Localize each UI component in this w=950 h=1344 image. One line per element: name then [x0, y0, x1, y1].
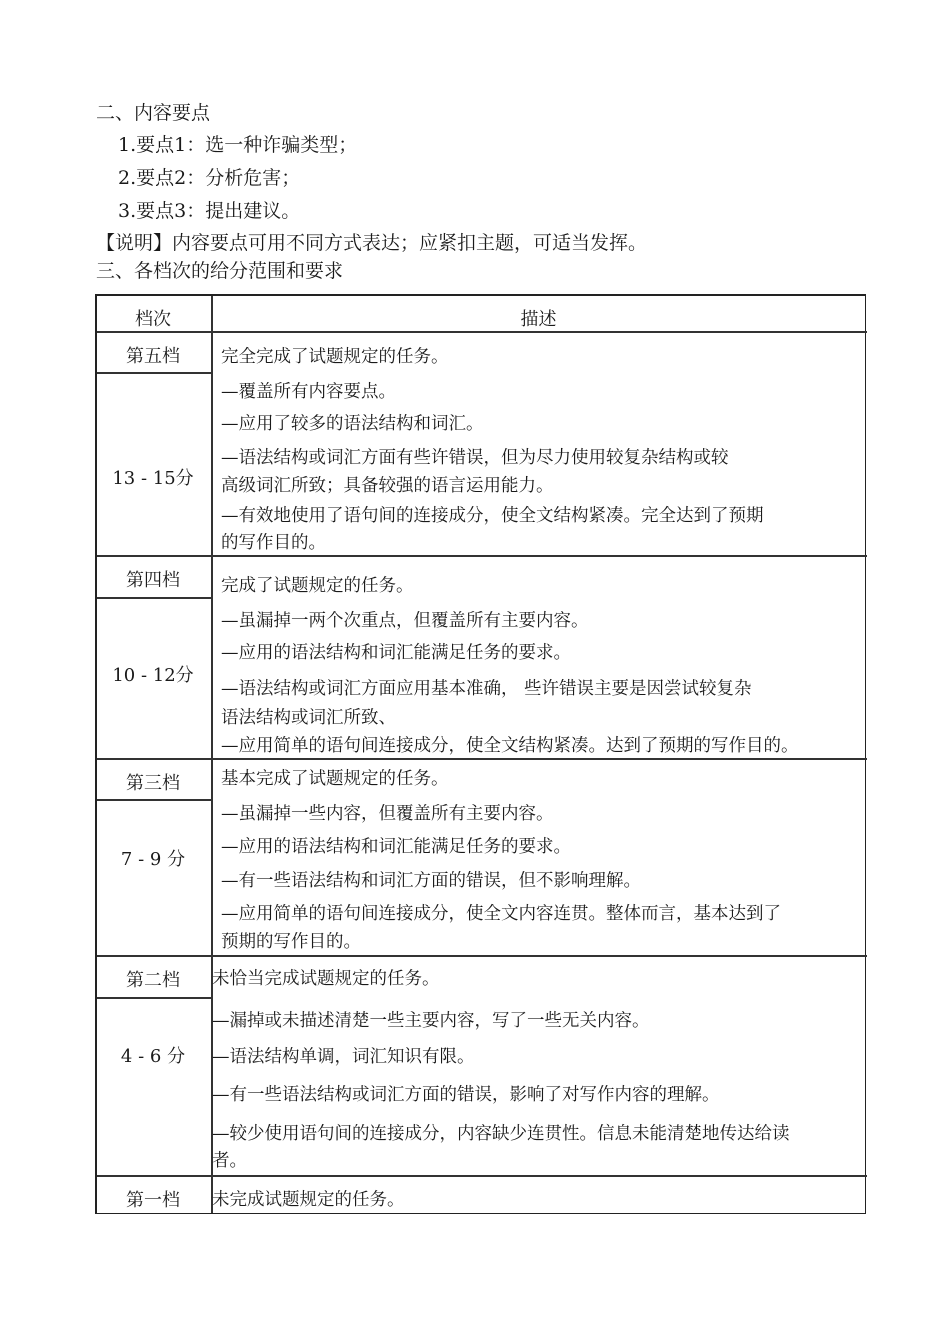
- description-line: —虽漏掉一两个次重点，但覆盖所有主要内容。: [221, 611, 589, 631]
- description-line: —有效地使用了语句间的连接成分，使全文结构紧凑。完全达到了预期: [221, 506, 764, 526]
- level-label: 第一档: [126, 1190, 180, 1211]
- description-line: 未完成试题规定的任务。: [212, 1190, 405, 1210]
- description-line: —覆盖所有内容要点。: [221, 382, 396, 402]
- score-range: 10 - 12分: [112, 665, 194, 686]
- description-line: —有一些语法结构和词汇方面的错误，但不影响理解。: [221, 871, 641, 891]
- description-line: 完成了试题规定的任务。: [221, 576, 414, 596]
- description-line: —虽漏掉一些内容，但覆盖所有主要内容。: [221, 804, 554, 824]
- description-line: —有一些语法结构或词汇方面的错误，影响了对写作内容的理解。: [212, 1085, 720, 1105]
- description-line: 的写作目的。: [221, 533, 326, 553]
- level-label: 第四档: [126, 570, 180, 591]
- score-range: 7 - 9 分: [120, 849, 186, 870]
- description-line: —应用简单的语句间连接成分，使全文结构紧凑。达到了预期的写作目的。: [221, 736, 799, 756]
- description-line: —应用了较多的语法结构和词汇。: [221, 414, 484, 434]
- score-range: 4 - 6 分: [120, 1046, 186, 1067]
- description-line: —应用的语法结构和词汇能满足任务的要求。: [221, 643, 571, 663]
- description-line: 预期的写作目的。: [221, 932, 361, 952]
- level-label: 第二档: [126, 970, 180, 991]
- content-point: 1.要点1：选一种诈骗类型；: [118, 134, 358, 156]
- description-line: 高级词汇所致；具备较强的语言运用能力。: [221, 476, 554, 496]
- description-line: 者。: [212, 1151, 247, 1171]
- description-line: 基本完成了试题规定的任务。: [221, 769, 449, 789]
- description-line: 完全完成了试题规定的任务。: [221, 347, 449, 367]
- description-line: —较少使用语句间的连接成分，内容缺少连贯性。信息未能清楚地传达给读: [212, 1124, 790, 1144]
- column-header-description: 描述: [520, 309, 557, 330]
- table-top-rule: [95, 294, 866, 296]
- note-text: 【说明】内容要点可用不同方式表达；应紧扣主题，可适当发挥。: [96, 232, 648, 254]
- description-line: —应用简单的语句间连接成分，使全文内容连贯。整体而言，基本达到了: [221, 904, 781, 924]
- content-point: 3.要点3：提出建议。: [118, 200, 301, 222]
- description-line: 未恰当完成试题规定的任务。: [212, 969, 440, 989]
- description-line: —漏掉或未描述清楚一些主要内容，写了一些无关内容。: [212, 1011, 650, 1031]
- section-heading: 二、内容要点: [96, 102, 211, 124]
- description-line: —语法结构或词汇方面有些许错误，但为尽力使用较复杂结构或较: [221, 448, 729, 468]
- column-header-level: 档次: [135, 309, 171, 330]
- description-line: —语法结构或词汇方面应用基本准确， 些许错误主要是因尝试较复杂: [221, 679, 752, 699]
- score-range: 13 - 15分: [112, 468, 194, 489]
- description-line: —语法结构单调，词汇知识有限。: [212, 1047, 475, 1067]
- section-heading: 三、各档次的给分范围和要求: [96, 260, 344, 282]
- level-label: 第三档: [126, 773, 180, 794]
- level-label: 第五档: [126, 346, 180, 367]
- content-point: 2.要点2：分析危害；: [118, 167, 301, 189]
- description-line: —应用的语法结构和词汇能满足任务的要求。: [221, 837, 571, 857]
- description-line: 语法结构或词汇所致、: [221, 708, 396, 728]
